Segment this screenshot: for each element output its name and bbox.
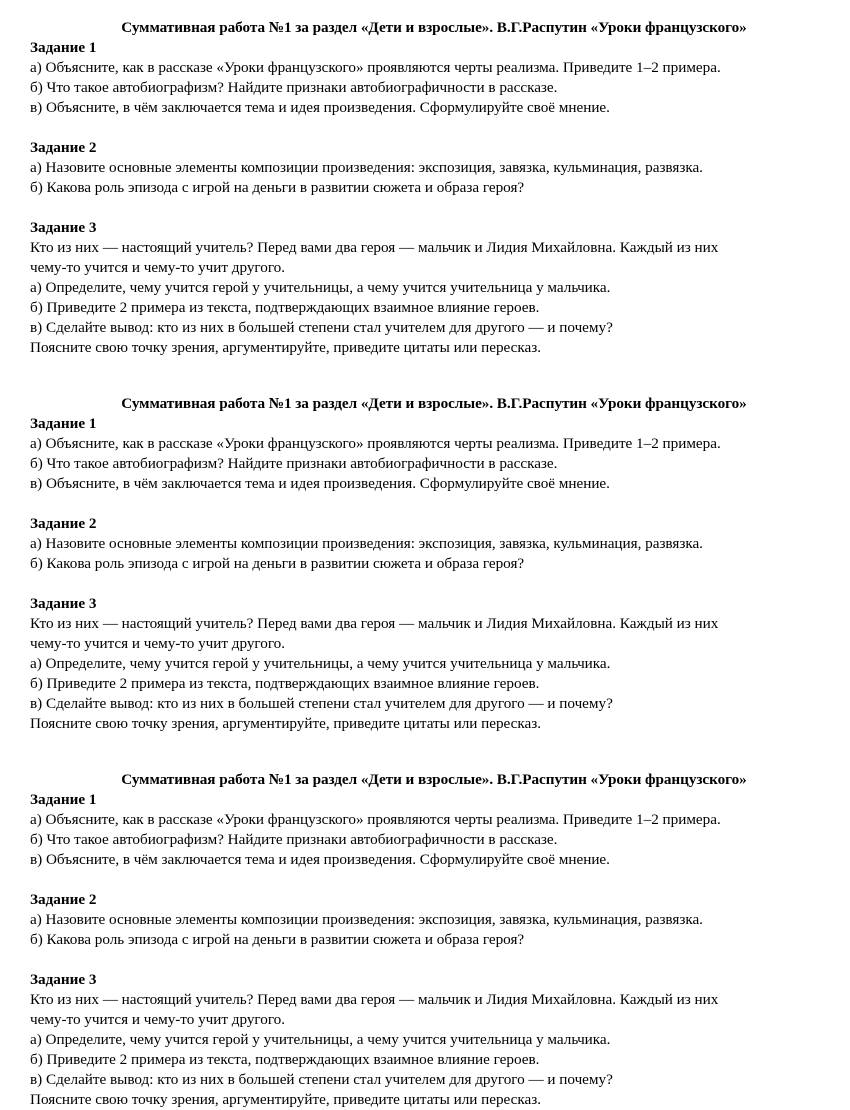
task-line: а) Назовите основные элементы композиции произведения: экспозиция, завязка, кульминация, развязка. bbox=[30, 159, 703, 176]
task-heading: Задание 3 bbox=[30, 219, 97, 236]
task-heading: Задание 3 bbox=[30, 971, 97, 988]
task-spacer bbox=[30, 870, 820, 890]
task-spacer bbox=[30, 950, 820, 970]
task-line: а) Объясните, как в рассказе «Уроки французского» проявляются черты реализма. Приведите 1–2 примера. bbox=[30, 59, 721, 76]
task-spacer bbox=[30, 494, 820, 514]
worksheet-title: Суммативная работа №1 за раздел «Дети и взрослые». В.Г.Распутин «Уроки французского» bbox=[121, 771, 747, 788]
task-line: б) Какова роль эпизода с игрой на деньги в развитии сюжета и образа героя? bbox=[30, 931, 525, 948]
task-line: б) Что такое автобиографизм? Найдите признаки автобиографичности в рассказе. bbox=[30, 831, 558, 848]
task-line: Кто из них — настоящий учитель? Перед вами два героя — мальчик и Лидия Михайловна. Каждый из них bbox=[30, 615, 719, 632]
task-line: б) Приведите 2 примера из текста, подтверждающих взаимное влияние героев. bbox=[30, 1051, 540, 1068]
task-heading: Задание 1 bbox=[30, 791, 97, 808]
task-line: в) Объясните, в чём заключается тема и идея произведения. Сформулируйте своё мнение. bbox=[30, 851, 610, 868]
task-line: а) Определите, чему учится герой у учительницы, а чему учится учительница у мальчика. bbox=[30, 1031, 611, 1048]
task-spacer bbox=[30, 118, 820, 138]
worksheet-copy bbox=[30, 394, 820, 734]
task-line: Кто из них — настоящий учитель? Перед вами два героя — мальчик и Лидия Михайловна. Каждый из них bbox=[30, 991, 719, 1008]
task-heading: Задание 1 bbox=[30, 39, 97, 56]
task-line: Поясните свою точку зрения, аргументируйте, приведите цитаты или пересказ. bbox=[30, 339, 541, 356]
task-spacer bbox=[30, 574, 820, 594]
task-line: в) Сделайте вывод: кто из них в большей степени стал учителем для другого — и почему? bbox=[30, 1071, 613, 1088]
task-line: в) Объясните, в чём заключается тема и идея произведения. Сформулируйте своё мнение. bbox=[30, 475, 610, 492]
task-section bbox=[30, 594, 820, 734]
task-section bbox=[30, 514, 820, 574]
task-line: Кто из них — настоящий учитель? Перед вами два героя — мальчик и Лидия Михайловна. Каждый из них bbox=[30, 239, 719, 256]
task-heading: Задание 3 bbox=[30, 595, 97, 612]
task-line: в) Сделайте вывод: кто из них в большей степени стал учителем для другого — и почему? bbox=[30, 319, 613, 336]
task-line: а) Объясните, как в рассказе «Уроки французского» проявляются черты реализма. Приведите 1–2 примера. bbox=[30, 435, 721, 452]
task-spacer bbox=[30, 198, 820, 218]
worksheet-title: Суммативная работа №1 за раздел «Дети и взрослые». В.Г.Распутин «Уроки французского» bbox=[121, 19, 747, 36]
task-line: чему-то учится и чему-то учит другого. bbox=[30, 1011, 286, 1028]
worksheet-title: Суммативная работа №1 за раздел «Дети и взрослые». В.Г.Распутин «Уроки французского» bbox=[121, 395, 747, 412]
task-section bbox=[30, 38, 820, 118]
task-line: а) Объясните, как в рассказе «Уроки французского» проявляются черты реализма. Приведите 1–2 примера. bbox=[30, 811, 721, 828]
task-line: б) Приведите 2 примера из текста, подтверждающих взаимное влияние героев. bbox=[30, 675, 540, 692]
task-line: в) Объясните, в чём заключается тема и идея произведения. Сформулируйте своё мнение. bbox=[30, 99, 610, 116]
task-heading: Задание 2 bbox=[30, 139, 97, 156]
task-line: в) Сделайте вывод: кто из них в большей степени стал учителем для другого — и почему? bbox=[30, 695, 613, 712]
task-heading: Задание 2 bbox=[30, 891, 97, 908]
task-line: а) Определите, чему учится герой у учительницы, а чему учится учительница у мальчика. bbox=[30, 279, 611, 296]
task-line: Поясните свою точку зрения, аргументируйте, приведите цитаты или пересказ. bbox=[30, 1091, 541, 1108]
worksheet-copy bbox=[30, 770, 820, 1110]
worksheet-copy bbox=[30, 18, 820, 358]
task-section bbox=[30, 218, 820, 358]
task-section bbox=[30, 890, 820, 950]
task-section bbox=[30, 414, 820, 494]
task-line: б) Приведите 2 примера из текста, подтверждающих взаимное влияние героев. bbox=[30, 299, 540, 316]
task-line: б) Что такое автобиографизм? Найдите признаки автобиографичности в рассказе. bbox=[30, 79, 558, 96]
task-heading: Задание 2 bbox=[30, 515, 97, 532]
task-heading: Задание 1 bbox=[30, 415, 97, 432]
task-line: б) Что такое автобиографизм? Найдите признаки автобиографичности в рассказе. bbox=[30, 455, 558, 472]
task-line: а) Назовите основные элементы композиции произведения: экспозиция, завязка, кульминация, развязка. bbox=[30, 535, 703, 552]
task-line: чему-то учится и чему-то учит другого. bbox=[30, 635, 286, 652]
worksheets-container bbox=[30, 18, 820, 1110]
task-line: а) Определите, чему учится герой у учительницы, а чему учится учительница у мальчика. bbox=[30, 655, 611, 672]
task-line: б) Какова роль эпизода с игрой на деньги в развитии сюжета и образа героя? bbox=[30, 555, 525, 572]
task-section bbox=[30, 790, 820, 870]
task-section bbox=[30, 970, 820, 1110]
task-line: а) Назовите основные элементы композиции произведения: экспозиция, завязка, кульминация, развязка. bbox=[30, 911, 703, 928]
task-section bbox=[30, 138, 820, 198]
task-line: чему-то учится и чему-то учит другого. bbox=[30, 259, 286, 276]
task-line: б) Какова роль эпизода с игрой на деньги в развитии сюжета и образа героя? bbox=[30, 179, 525, 196]
task-line: Поясните свою точку зрения, аргументируйте, приведите цитаты или пересказ. bbox=[30, 715, 541, 732]
